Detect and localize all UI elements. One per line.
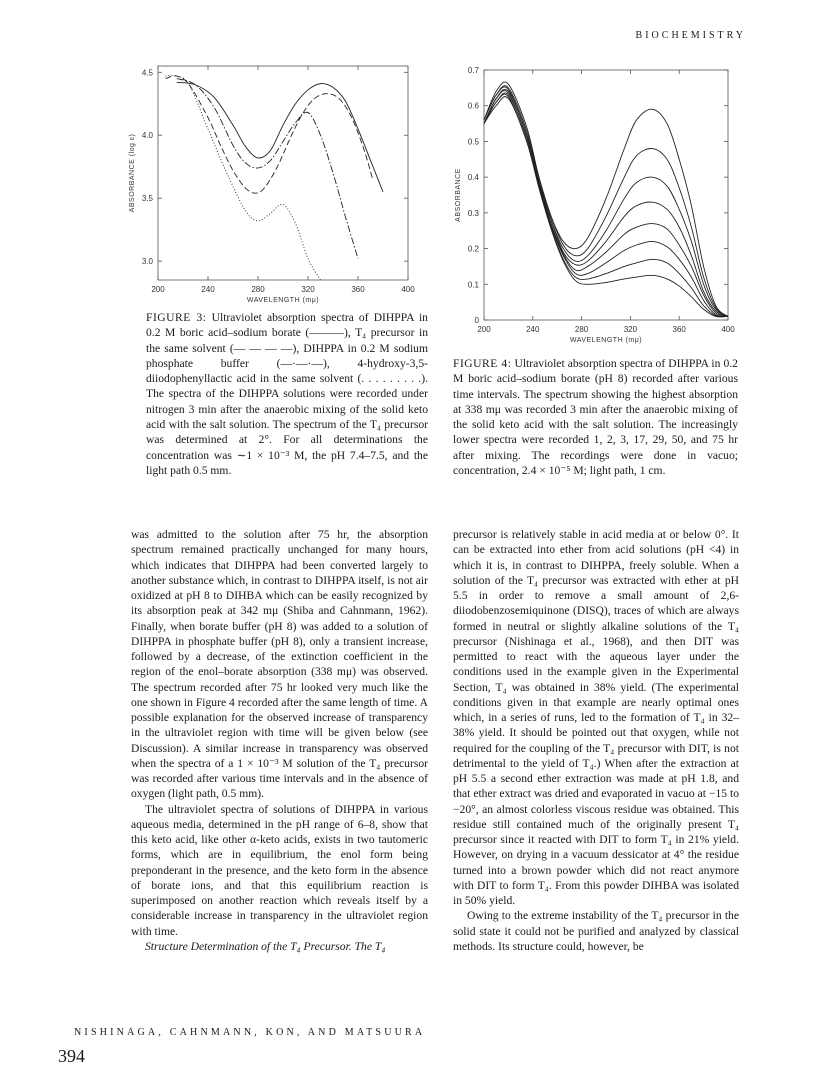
x-tick-label: 200 bbox=[477, 325, 491, 334]
y-tick-label: 4.5 bbox=[141, 68, 153, 78]
figure-3-caption bbox=[146, 310, 428, 478]
y-axis-label: ABSORBANCE (log ε) bbox=[129, 133, 136, 213]
figure-3-caption-text: Ultraviolet absorption spectra of DIHPPA in 0.2 M boric acid–sodium borate (———), T₄ precursor in the same solvent (— — — —), DIHPPA in 0.2 M sodium phosphate buffer (—·—·—), 4-hydroxy-3,5-diiodophenyllactic acid in the same solvent (. . . . . . . . .). The spectra of the DIHPPA solutions were recorded under nitrogen 3 min after the anaerobic mixing of the solid keto acid with the salt solution. The spectrum of the T₄ precursor was determined at 2°. For all determinations the concentration was ∼1 × 10⁻³ M, the pH 7.4–7.5, and the light path 0.5 mm. bbox=[146, 311, 428, 477]
x-tick-label: 360 bbox=[672, 325, 686, 334]
figure-4-caption bbox=[453, 356, 738, 478]
running-footer: NISHINAGA, CAHNMANN, KON, AND MATSUURA bbox=[74, 1027, 426, 1038]
x-tick-label: 400 bbox=[721, 325, 735, 334]
figure-4-caption-text: Ultraviolet absorption spectra of DIHPPA in 0.2 M boric acid–sodium borate (pH 8) recorded after various time intervals. The spectrum showing the highest absorption at 338 mμ was recorded 3 min after the anaerobic mixing of the solid keto acid with the salt solution. The increasingly lower spectra were recorded 1, 2, 3, 17, 29, 50, and 75 hr after mixing. The recordings were done in vacuo; concentration, 2.4 × 10⁻⁵ M; light path, 1 cm. bbox=[453, 357, 738, 478]
spectrum-line-3 bbox=[177, 79, 358, 259]
y-tick-label: 4.0 bbox=[141, 131, 153, 141]
y-tick-label: 0.5 bbox=[467, 137, 479, 147]
figure-4-label: FIGURE 4: bbox=[453, 357, 512, 370]
figure-3-label: FIGURE 3: bbox=[146, 311, 207, 324]
y-tick-label: 0.3 bbox=[467, 208, 479, 218]
y-tick-label: 0.4 bbox=[467, 173, 479, 183]
spectrum-line-1 bbox=[177, 82, 383, 192]
figure-4-chart bbox=[440, 60, 740, 344]
x-tick-label: 320 bbox=[623, 325, 638, 334]
x-axis-label: WAVELENGTH (mμ) bbox=[569, 337, 643, 344]
x-tick-label: 200 bbox=[151, 285, 165, 294]
spectrum-line-4 bbox=[166, 75, 321, 280]
spectrum-line-2 bbox=[166, 76, 374, 193]
x-tick-label: 240 bbox=[526, 325, 540, 334]
x-tick-label: 280 bbox=[251, 285, 265, 294]
y-tick-label: 0.2 bbox=[467, 244, 479, 254]
body-paragraph: The ultraviolet spectra of solutions of DIHPPA in various aqueous media, determined in the pH range of 6–8, show that this keto acid, like other α-keto acids, exists in two tautomeric forms, which are in equilibrium, the enol form being preponderant in the presence, and the keto form in the absence of borate ions, and that this equilibrium reaction is superimposed on another reaction which reveals itself by a considerable increase in transparency in the ultraviolet region with time. bbox=[131, 802, 428, 938]
body-paragraph: was admitted to the solution after 75 hr, the absorption spectrum remained practically unchanged for many hours, which indicates that DIHPPA had been converted largely to another substance which, in contrast to DIHPPA itself, is not air oxidized at pH 8 to DIHBA which can be easily recognized by its absorption peak at 342 mμ (Shiba and Cahnmann, 1962). Finally, when borate buffer (pH 8) was added to a solution of DIHPPA in phosphate buffer (pH 8), only a transient increase, followed by a decrease, of the extinction coefficient in the region of the enol–borate absorption (338 mμ) was observed. The spectrum recorded after 75 hr looked very much like the one shown in Figure 4 recorded after the same length of time. A possible explanation for the observed increase of transparency in the ultraviolet region with time will be given below (see Discussion). A similar increase in transparency was observed when the spectra of a 1 × 10⁻³ M solution of the T₄ precursor was recorded after various time intervals and in the absence of oxygen (light path, 0.5 mm). bbox=[131, 528, 428, 801]
right-column bbox=[453, 527, 739, 954]
x-tick-label: 320 bbox=[301, 285, 315, 294]
body-paragraph: Structure Determination of the T₄ Precursor. The T₄ bbox=[145, 939, 386, 953]
x-tick-label: 400 bbox=[401, 285, 415, 294]
x-tick-label: 360 bbox=[351, 285, 365, 294]
y-tick-label: 3.0 bbox=[141, 257, 153, 267]
x-tick-label: 240 bbox=[201, 285, 215, 294]
body-paragraph: Owing to the extreme instability of the T₄ precursor in the solid state it could not be purified and analyzed by classical methods. Its structure could, however, be bbox=[453, 909, 739, 953]
x-tick-label: 280 bbox=[574, 325, 589, 334]
y-tick-label: 0.6 bbox=[467, 101, 479, 111]
y-axis-label: ABSORBANCE bbox=[455, 168, 462, 222]
y-tick-label: 3.5 bbox=[141, 194, 153, 204]
y-tick-label: 0 bbox=[474, 316, 479, 325]
x-axis-label: WAVELENGTH (mμ) bbox=[246, 297, 320, 304]
left-column bbox=[131, 527, 428, 954]
page-number: 394 bbox=[58, 1046, 85, 1066]
figure-3-chart bbox=[130, 58, 430, 306]
y-tick-label: 0.7 bbox=[467, 66, 479, 75]
running-header: BIOCHEMISTRY bbox=[635, 30, 746, 41]
y-tick-label: 0.1 bbox=[467, 280, 479, 290]
body-paragraph: precursor is relatively stable in acid media at or below 0°. It can be extracted into ether from acid solutions (pH <4) in which it is, in contrast to DIHPPA, freely soluble. When a solution of the T₄ precursor was extracted with ether at pH 5.5 in order to remove a small amount of 2,6-diiodobenzosemiquinone (DISQ), traces of which are always formed in neutral or slightly alkaline solutions of the T₄ precursor (Nishinaga et al., 1968), and then DIT was permitted to react with the aqueous layer under the conditions used in the example given in the Experimental Section, T₄ was obtained in 38% yield. (The experimental conditions given in that example are nearly optimal ones which, in a series of runs, led to the formation of T₄ in 32–38% yield. It should be pointed out that oxygen, while not required for the coupling of the T₄ precursor with DIT, is not detrimental to the yield of T₄.) When after the extraction at pH 5.5 a second ether extraction was made at pH 1.8, and that ether extract was dried and evaporated in vacuo at −15 to −20°, an almost colorless viscous residue was obtained. This residue still contained much of the originally present T₄ precursor since it reacted with DIT to form T₄ in 21% yield. However, on drying in a vacuum dessicator at 4° the residue turned into a brown powder which did not react anymore with DIT to form T₄. From this powder DIHBA was isolated in 50% yield. bbox=[453, 528, 739, 907]
